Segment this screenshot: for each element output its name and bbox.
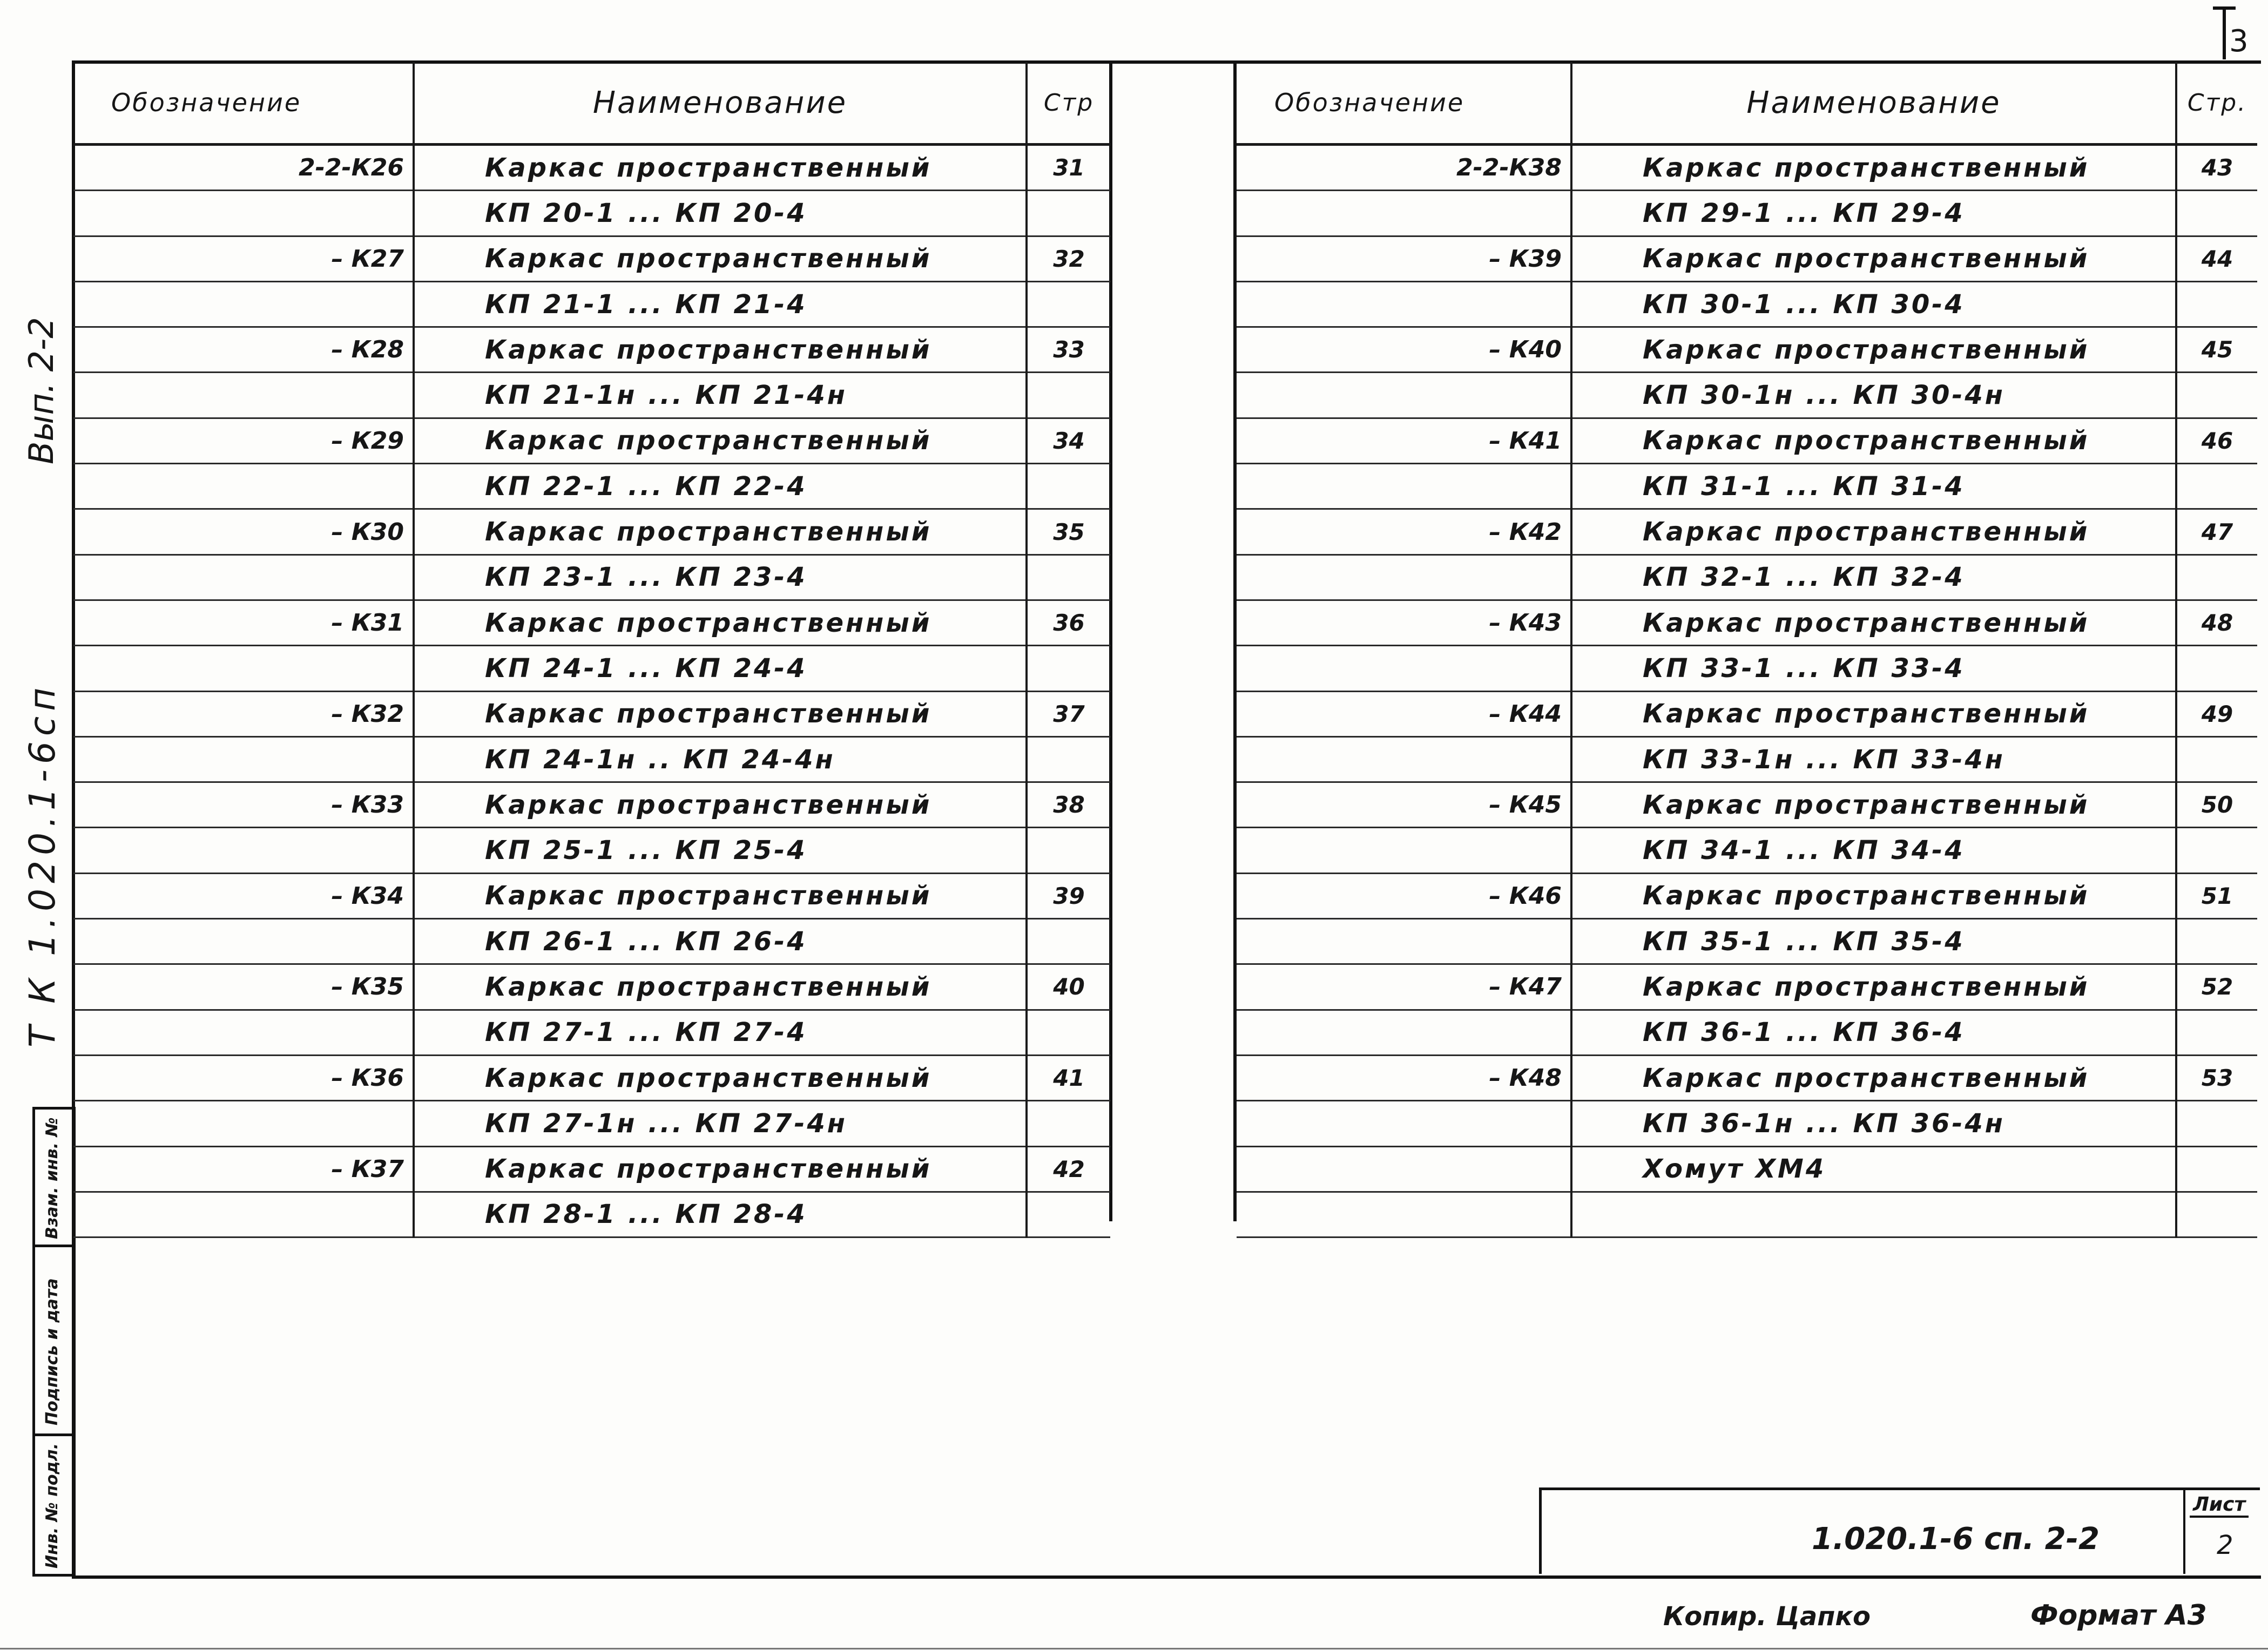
table-row xyxy=(1237,1101,2257,1146)
designation-cell xyxy=(1237,919,1571,964)
designation-cell: – К39 xyxy=(1237,236,1571,281)
name-cell: Каркас пространственный xyxy=(1571,509,2176,554)
table-row xyxy=(73,1146,1110,1192)
paper-format: Формат А3 xyxy=(2030,1599,2207,1632)
table-row xyxy=(73,919,1110,964)
spec-table-right xyxy=(1237,62,2257,1238)
table-row xyxy=(73,373,1110,418)
name-cell: КП 21-1 ... КП 21-4 xyxy=(414,281,1027,327)
table-row xyxy=(1237,873,2257,918)
page-cell: 40 xyxy=(1027,964,1110,1010)
name-cell: Каркас пространственный xyxy=(414,236,1027,281)
page-cell xyxy=(1027,281,1110,327)
table-header-row xyxy=(73,62,1110,145)
page-cell xyxy=(1027,919,1110,964)
name-cell: Каркас пространственный xyxy=(414,964,1027,1010)
table-row xyxy=(73,828,1110,873)
designation-cell xyxy=(1237,828,1571,873)
page-cell xyxy=(2176,281,2257,327)
table-row xyxy=(1237,373,2257,418)
designation-cell xyxy=(73,828,414,873)
designation-cell xyxy=(1237,554,1571,600)
stamp-original-inv: Инв. № подл. xyxy=(43,1443,62,1568)
table-row xyxy=(1237,1192,2257,1237)
binder-margin xyxy=(5,270,70,1107)
table-row xyxy=(73,873,1110,918)
page-cell: 36 xyxy=(1027,600,1110,645)
designation-cell: – К34 xyxy=(73,873,414,918)
table-row xyxy=(73,145,1110,191)
page-cell: 34 xyxy=(1027,418,1110,463)
name-cell: Каркас пространственный xyxy=(414,145,1027,191)
page-cell: 31 xyxy=(1027,145,1110,191)
name-cell: Каркас пространственный xyxy=(414,600,1027,645)
designation-cell: – К33 xyxy=(73,782,414,828)
page-cell xyxy=(2176,554,2257,600)
designation-cell: – К44 xyxy=(1237,691,1571,736)
table-row xyxy=(1237,554,2257,600)
name-cell: Каркас пространственный xyxy=(1571,782,2176,828)
page-cell xyxy=(2176,828,2257,873)
name-cell: КП 32-1 ... КП 32-4 xyxy=(1571,554,2176,600)
table-row xyxy=(1237,736,2257,782)
stamp-cell-divider xyxy=(35,1433,73,1436)
page-cell: 49 xyxy=(2176,691,2257,736)
page-cell xyxy=(2176,1010,2257,1055)
name-cell: Каркас пространственный xyxy=(1571,600,2176,645)
name-cell: КП 28-1 ... КП 28-4 xyxy=(414,1192,1027,1237)
name-cell: КП 34-1 ... КП 34-4 xyxy=(1571,828,2176,873)
designation-cell xyxy=(73,1101,414,1146)
designation-cell xyxy=(1237,1146,1571,1192)
page-cell: 53 xyxy=(2176,1055,2257,1100)
table-row xyxy=(1237,191,2257,236)
page-cell xyxy=(1027,1101,1110,1146)
designation-cell xyxy=(73,919,414,964)
designation-cell xyxy=(73,191,414,236)
page-cell xyxy=(1027,1010,1110,1055)
designation-cell: – К32 xyxy=(73,691,414,736)
page-cell xyxy=(2176,191,2257,236)
page-cell: 45 xyxy=(2176,327,2257,373)
table-row xyxy=(1237,1146,2257,1192)
page-cell: 35 xyxy=(1027,509,1110,554)
name-cell: КП 29-1 ... КП 29-4 xyxy=(1571,191,2176,236)
page-cell: 32 xyxy=(1027,236,1110,281)
designation-cell xyxy=(73,281,414,327)
name-cell: Каркас пространственный xyxy=(1571,964,2176,1010)
copier-credit: Копир. Цапко xyxy=(1663,1601,1871,1632)
page-cell: 44 xyxy=(2176,236,2257,281)
name-cell: КП 26-1 ... КП 26-4 xyxy=(414,919,1027,964)
designation-cell: – К37 xyxy=(73,1146,414,1192)
designation-cell: – К31 xyxy=(73,600,414,645)
name-cell: Хомут ХМ4 xyxy=(1571,1146,2176,1192)
designation-cell: – К43 xyxy=(1237,600,1571,645)
page-cell xyxy=(2176,1101,2257,1146)
table-row xyxy=(73,600,1110,645)
page-cell: 50 xyxy=(2176,782,2257,828)
designation-cell: – К46 xyxy=(1237,873,1571,918)
page-cell xyxy=(1027,1192,1110,1237)
table-row xyxy=(1237,236,2257,281)
page-cell xyxy=(2176,373,2257,418)
designation-cell: – К48 xyxy=(1237,1055,1571,1100)
table-row xyxy=(73,1101,1110,1146)
name-cell: Каркас пространственный xyxy=(414,1146,1027,1192)
page-cell: 52 xyxy=(2176,964,2257,1010)
approval-stamp-grid xyxy=(32,1107,76,1577)
designation-cell xyxy=(1237,373,1571,418)
name-cell: КП 30-1н ... КП 30-4н xyxy=(1571,373,2176,418)
table-row xyxy=(1237,1010,2257,1055)
table-row xyxy=(73,509,1110,554)
table-row xyxy=(73,1010,1110,1055)
name-cell: КП 33-1н ... КП 33-4н xyxy=(1571,736,2176,782)
table-row xyxy=(73,281,1110,327)
designation-cell xyxy=(1237,464,1571,509)
designation-cell xyxy=(1237,1010,1571,1055)
page-cell: 33 xyxy=(1027,327,1110,373)
table-row xyxy=(73,554,1110,600)
table-row xyxy=(73,327,1110,373)
page-cell xyxy=(1027,464,1110,509)
name-cell: Каркас пространственный xyxy=(1571,418,2176,463)
series-label: Вып. 2-2 xyxy=(22,317,61,464)
designation-cell: – К47 xyxy=(1237,964,1571,1010)
table-row xyxy=(73,191,1110,236)
name-cell: КП 23-1 ... КП 23-4 xyxy=(414,554,1027,600)
page-cell xyxy=(1027,646,1110,691)
table-row xyxy=(73,782,1110,828)
designation-cell: – К27 xyxy=(73,236,414,281)
designation-cell xyxy=(1237,1101,1571,1146)
table-header-row xyxy=(1237,62,2257,145)
page-cell xyxy=(2176,1192,2257,1237)
stamp-signature-date: Подпись и дата xyxy=(43,1278,62,1425)
stamp-cell-divider xyxy=(35,1245,73,1247)
page-cell xyxy=(1027,191,1110,236)
table-row xyxy=(1237,919,2257,964)
left-table-body xyxy=(73,145,1110,1238)
name-cell: Каркас пространственный xyxy=(1571,145,2176,191)
table-row xyxy=(1237,1055,2257,1100)
name-cell: КП 33-1 ... КП 33-4 xyxy=(1571,646,2176,691)
designation-cell xyxy=(1237,1192,1571,1237)
page-number-marker xyxy=(2213,3,2251,60)
designation-cell xyxy=(73,1192,414,1237)
designation-cell: – К40 xyxy=(1237,327,1571,373)
right-table-body xyxy=(1237,145,2257,1238)
table-row xyxy=(73,464,1110,509)
page-footer xyxy=(0,1598,2268,1650)
corner-page-number: 3 xyxy=(2229,24,2249,59)
name-cell: КП 25-1 ... КП 25-4 xyxy=(414,828,1027,873)
header-designation: Обозначение xyxy=(1237,62,1571,145)
header-name: Наименование xyxy=(1571,62,2176,145)
designation-cell: – К35 xyxy=(73,964,414,1010)
name-cell: КП 35-1 ... КП 35-4 xyxy=(1571,919,2176,964)
designation-cell: – К42 xyxy=(1237,509,1571,554)
table-row xyxy=(73,1192,1110,1237)
header-name: Наименование xyxy=(414,62,1027,145)
table-row xyxy=(1237,646,2257,691)
name-cell: Каркас пространственный xyxy=(414,327,1027,373)
page-cell xyxy=(1027,736,1110,782)
footer-rule xyxy=(0,1648,2268,1649)
page-cell xyxy=(2176,464,2257,509)
name-cell: КП 30-1 ... КП 30-4 xyxy=(1571,281,2176,327)
designation-cell xyxy=(1237,736,1571,782)
page-cell xyxy=(1027,373,1110,418)
name-cell: КП 27-1н ... КП 27-4н xyxy=(414,1101,1027,1146)
name-cell: КП 24-1н .. КП 24-4н xyxy=(414,736,1027,782)
name-cell: КП 24-1 ... КП 24-4 xyxy=(414,646,1027,691)
table-row xyxy=(1237,327,2257,373)
page-cell: 38 xyxy=(1027,782,1110,828)
page-cell: 51 xyxy=(2176,873,2257,918)
table-row xyxy=(1237,600,2257,645)
stamp-replace-inv: Взам. инв. № xyxy=(43,1117,62,1239)
designation-cell xyxy=(1237,281,1571,327)
name-cell xyxy=(1571,1192,2176,1237)
name-cell: КП 36-1н ... КП 36-4н xyxy=(1571,1101,2176,1146)
designation-cell xyxy=(1237,646,1571,691)
name-cell: КП 22-1 ... КП 22-4 xyxy=(414,464,1027,509)
page-cell: 48 xyxy=(2176,600,2257,645)
spec-table-left xyxy=(73,62,1110,1238)
header-designation: Обозначение xyxy=(73,62,414,145)
page-cell xyxy=(2176,646,2257,691)
table-row xyxy=(73,736,1110,782)
table-row xyxy=(73,236,1110,281)
designation-cell xyxy=(73,554,414,600)
table-row xyxy=(73,418,1110,463)
name-cell: Каркас пространственный xyxy=(414,691,1027,736)
sheet-label: Лист xyxy=(2190,1493,2249,1518)
name-cell: Каркас пространственный xyxy=(1571,327,2176,373)
table-row xyxy=(1237,464,2257,509)
designation-cell xyxy=(1237,191,1571,236)
name-cell: Каркас пространственный xyxy=(1571,691,2176,736)
name-cell: Каркас пространственный xyxy=(414,418,1027,463)
page-cell xyxy=(2176,736,2257,782)
name-cell: КП 20-1 ... КП 20-4 xyxy=(414,191,1027,236)
page-cell xyxy=(1027,828,1110,873)
designation-cell xyxy=(73,373,414,418)
page-cell: 42 xyxy=(1027,1146,1110,1192)
name-cell: Каркас пространственный xyxy=(1571,236,2176,281)
designation-cell: – К29 xyxy=(73,418,414,463)
table-row xyxy=(1237,145,2257,191)
page-cell xyxy=(2176,1146,2257,1192)
table-row xyxy=(73,691,1110,736)
name-cell: КП 31-1 ... КП 31-4 xyxy=(1571,464,2176,509)
name-cell: КП 21-1н ... КП 21-4н xyxy=(414,373,1027,418)
table-row xyxy=(1237,281,2257,327)
name-cell: КП 36-1 ... КП 36-4 xyxy=(1571,1010,2176,1055)
designation-cell: – К45 xyxy=(1237,782,1571,828)
page-cell: 47 xyxy=(2176,509,2257,554)
name-cell: Каркас пространственный xyxy=(414,873,1027,918)
designation-cell xyxy=(73,1010,414,1055)
page-cell: 41 xyxy=(1027,1055,1110,1100)
table-row xyxy=(1237,509,2257,554)
designation-cell: – К41 xyxy=(1237,418,1571,463)
designation-cell xyxy=(73,736,414,782)
page-cell: 37 xyxy=(1027,691,1110,736)
table-row xyxy=(1237,782,2257,828)
title-block-divider xyxy=(2183,1490,2185,1574)
table-row xyxy=(73,964,1110,1010)
header-page: Стр xyxy=(1027,62,1110,145)
table-row xyxy=(73,646,1110,691)
designation-cell: – К28 xyxy=(73,327,414,373)
name-cell: Каркас пространственный xyxy=(1571,1055,2176,1100)
page-cell xyxy=(2176,919,2257,964)
gutter-top-rule xyxy=(1110,60,1237,64)
name-cell: КП 27-1 ... КП 27-4 xyxy=(414,1010,1027,1055)
designation-cell: 2-2-К26 xyxy=(73,145,414,191)
table-row xyxy=(73,1055,1110,1100)
name-cell: Каркас пространственный xyxy=(414,509,1027,554)
table-row xyxy=(1237,964,2257,1010)
name-cell: Каркас пространственный xyxy=(414,1055,1027,1100)
page-cell: 46 xyxy=(2176,418,2257,463)
name-cell: Каркас пространственный xyxy=(414,782,1027,828)
designation-cell xyxy=(73,646,414,691)
name-cell: Каркас пространственный xyxy=(1571,873,2176,918)
document-code-vertical: Т К 1.020.1-6сп xyxy=(22,682,63,1047)
page-cell: 39 xyxy=(1027,873,1110,918)
document-code: 1.020.1-6 сп. 2-2 xyxy=(1812,1521,2100,1557)
table-row xyxy=(1237,418,2257,463)
designation-cell: – К36 xyxy=(73,1055,414,1100)
table-row xyxy=(1237,691,2257,736)
page-cell xyxy=(1027,554,1110,600)
table-row xyxy=(1237,828,2257,873)
designation-cell: – К30 xyxy=(73,509,414,554)
corner-bar-vertical xyxy=(2223,8,2226,59)
sheet-number: 2 xyxy=(2217,1530,2233,1560)
designation-cell: 2-2-К38 xyxy=(1237,145,1571,191)
designation-cell xyxy=(73,464,414,509)
header-page: Стр. xyxy=(2176,62,2257,145)
title-block xyxy=(1539,1487,2260,1574)
page-cell: 43 xyxy=(2176,145,2257,191)
